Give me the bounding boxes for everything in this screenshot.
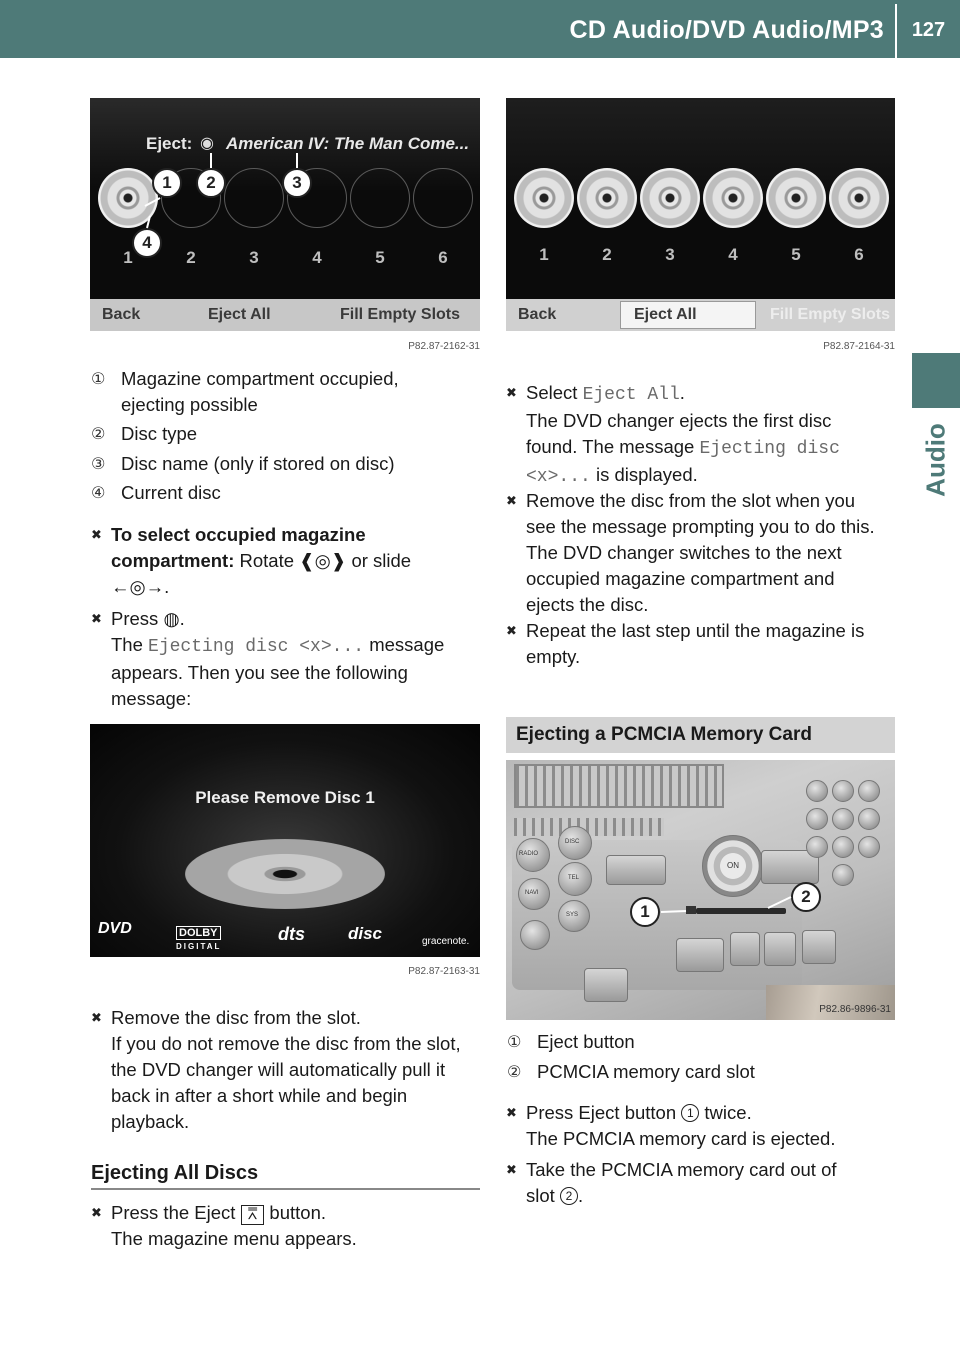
back-softkey[interactable]: Back xyxy=(518,306,557,323)
compact-disc-logo: disc xyxy=(348,924,383,943)
step-arrow-icon: ✖ xyxy=(506,1105,517,1120)
legend-text: Magazine compartment occupied, ejecting possible xyxy=(121,368,399,415)
step-text: The magazine menu appears. xyxy=(111,1228,357,1249)
step-arrow-icon: ✖ xyxy=(91,1205,102,1220)
callout-2: 2 xyxy=(196,168,226,198)
figure-3-caption: P82.87-2164-31 xyxy=(823,341,895,352)
step-arrow-icon: ✖ xyxy=(506,385,517,400)
figure-1-caption: P82.87-2162-31 xyxy=(408,341,480,352)
disc-type-icon: ◉ xyxy=(200,135,214,152)
step-text: message xyxy=(364,634,445,655)
section-rule xyxy=(91,1188,480,1190)
step-text: . xyxy=(179,608,185,629)
callout-3: 3 xyxy=(282,168,312,198)
step-text: Press Eject button xyxy=(526,1102,682,1123)
step-text: ejects the disc. xyxy=(526,594,649,615)
dts-logo: dts xyxy=(278,924,305,944)
slot-number: 2 xyxy=(602,245,612,264)
eject-all-softkey[interactable]: Eject All xyxy=(208,306,271,323)
step-text: The PCMCIA memory card is ejected. xyxy=(526,1128,836,1149)
remove-disc-screen-figure xyxy=(90,724,480,957)
step-remove-disc xyxy=(91,1005,486,1135)
slot-5-disc xyxy=(766,168,826,228)
step-text: empty. xyxy=(526,646,581,667)
figure-2-caption: P82.87-2163-31 xyxy=(408,966,480,977)
back-softkey[interactable]: Back xyxy=(102,306,141,323)
eject-icon: ⩞ xyxy=(241,1205,265,1225)
legend-num: ④ xyxy=(91,485,106,502)
legend-item: Eject button xyxy=(537,1031,635,1052)
press-controller-icon: ◍ xyxy=(163,608,180,629)
slot-number: 1 xyxy=(123,248,133,267)
step-take-card-out xyxy=(506,1157,896,1209)
step-text: If you do not remove the disc from the slot, xyxy=(111,1033,461,1054)
step-press-eject-twice xyxy=(506,1100,896,1152)
step-text: button. xyxy=(264,1202,327,1223)
callout-ref-2: 2 xyxy=(560,1187,578,1205)
step-text: twice. xyxy=(699,1102,752,1123)
dvd-logo: DVD xyxy=(98,920,132,937)
step-arrow-icon: ✖ xyxy=(91,611,102,626)
callout-leader-lines xyxy=(90,98,480,298)
legend-item xyxy=(121,366,461,418)
step-text: back in after a short while and begin xyxy=(111,1085,408,1106)
disc-graphic xyxy=(185,839,385,909)
page-title: CD Audio/DVD Audio/MP3 xyxy=(569,16,884,44)
step-text: Remove the disc from the slot. xyxy=(111,1007,361,1028)
step-arrow-icon: ✖ xyxy=(506,493,517,508)
callout-1: 1 xyxy=(630,897,660,927)
slide-controller-icon: ←◎→ xyxy=(111,576,165,597)
dashboard-photo-figure xyxy=(506,760,895,1020)
step-text: playback. xyxy=(111,1111,190,1132)
step-select-compartment xyxy=(91,522,471,600)
magazine-screen-figure xyxy=(506,98,895,331)
fill-empty-slots-softkey[interactable]: Fill Empty Slots xyxy=(340,306,461,323)
sys-button[interactable]: SYS xyxy=(558,900,590,932)
legend-item: Disc type xyxy=(121,423,198,444)
disc-button[interactable]: DISC xyxy=(558,826,592,860)
legend-num: ① xyxy=(507,1034,522,1051)
step-text: Select xyxy=(526,382,583,403)
step-arrow-icon: ✖ xyxy=(506,1162,517,1177)
step-text: is displayed. xyxy=(590,464,698,485)
legend-item: Current disc xyxy=(121,482,221,503)
eject-screen-figure xyxy=(90,98,480,331)
dolby-logo: DOLBY xyxy=(176,926,221,940)
tel-button[interactable]: TEL xyxy=(558,862,592,896)
step-text: . xyxy=(679,382,685,403)
eject-all-softkey[interactable]: Eject All xyxy=(634,306,697,323)
slot-number: 6 xyxy=(438,248,448,267)
slot-number: 2 xyxy=(186,248,196,267)
slot-4-disc xyxy=(703,168,763,228)
step-repeat xyxy=(506,618,901,670)
legend-num: ② xyxy=(507,1064,522,1081)
dolby-digital-logo: DIGITAL xyxy=(176,942,222,951)
section-heading-eject-all: Ejecting All Discs xyxy=(91,1162,259,1184)
step-bold-label: To select occupied magazine compartment: xyxy=(111,524,366,571)
slot-number: 3 xyxy=(665,245,675,264)
slot-number: 4 xyxy=(728,245,738,264)
rotate-controller-icon: ❰◎❱ xyxy=(299,550,347,571)
slot-number: 3 xyxy=(249,248,259,267)
step-text: Take the PCMCIA memory card out of xyxy=(526,1159,837,1180)
callout-2: 2 xyxy=(791,882,821,912)
disc-placeholder: <x>... xyxy=(526,467,591,487)
slot-number: 1 xyxy=(539,245,549,264)
section-heading-pcmcia: Ejecting a PCMCIA Memory Card xyxy=(506,717,895,753)
page-number: 127 xyxy=(911,19,946,41)
step-text: slot xyxy=(526,1185,560,1206)
step-text: The DVD changer switches to the next xyxy=(526,542,842,563)
softkey-bar xyxy=(90,299,480,331)
softkey-bar xyxy=(506,299,895,331)
step-text: Remove the disc from the slot when you xyxy=(526,490,856,511)
callout-1: 1 xyxy=(152,168,182,198)
step-text: the DVD changer will automatically pull it xyxy=(111,1059,446,1080)
slot-6-disc xyxy=(829,168,889,228)
callout-leader-lines xyxy=(506,760,895,1020)
step-text: occupied magazine compartment and xyxy=(526,568,835,589)
fill-empty-slots-softkey-disabled: Fill Empty Slots xyxy=(770,306,891,323)
step-arrow-icon: ✖ xyxy=(91,527,102,542)
slot-1-disc xyxy=(514,168,574,228)
step-text: The DVD changer ejects the first disc xyxy=(526,410,832,431)
step-text: The xyxy=(111,634,149,655)
disc-name: American IV: The Man Come... xyxy=(226,134,470,153)
ejecting-disc-message: Ejecting disc <x>... xyxy=(148,637,365,657)
eject-label: Eject: xyxy=(146,134,193,153)
legend-item: PCMCIA memory card slot xyxy=(537,1061,755,1082)
slot-number: 5 xyxy=(791,245,801,264)
step-text: Rotate xyxy=(234,550,300,571)
callout-ref-1: 1 xyxy=(681,1104,699,1122)
step-arrow-icon: ✖ xyxy=(506,623,517,638)
step-text: see the message prompting you to do this. xyxy=(526,516,875,537)
figure-4-caption: P82.86-9896-31 xyxy=(819,1004,891,1015)
step-press-controller xyxy=(91,606,471,712)
slot-3-disc xyxy=(640,168,700,228)
step-text: . xyxy=(577,1185,584,1206)
slot-number: 5 xyxy=(375,248,385,267)
gracenote-logo: gracenote. xyxy=(422,936,470,947)
navi-button[interactable]: NAVI xyxy=(518,878,550,910)
step-text: found. The message xyxy=(526,436,700,457)
step-text: Press xyxy=(111,608,164,629)
step-text: appears. Then you see the following xyxy=(111,662,408,683)
slot-number: 4 xyxy=(312,248,322,267)
legend-num: ② xyxy=(91,426,106,443)
side-label: Audio xyxy=(920,423,951,497)
ejecting-disc-message: Ejecting disc xyxy=(699,439,840,459)
legend-item: Disc name (only if stored on disc) xyxy=(121,453,395,474)
step-arrow-icon: ✖ xyxy=(91,1010,102,1025)
on-volume-knob[interactable]: ON xyxy=(702,835,764,897)
legend-num: ③ xyxy=(91,456,106,473)
step-text: Press the Eject xyxy=(111,1202,241,1223)
side-tab xyxy=(912,353,960,408)
step-text: . xyxy=(164,576,170,597)
callout-4: 4 xyxy=(132,228,162,258)
step-remove-when-prompted xyxy=(506,488,901,618)
step-select-eject-all xyxy=(506,380,896,490)
step-press-eject-button xyxy=(91,1200,471,1252)
slot-number: 6 xyxy=(854,245,864,264)
step-text: message: xyxy=(111,688,192,709)
step-text: Repeat the last step until the magazine is xyxy=(526,620,865,641)
slot-2-disc xyxy=(577,168,637,228)
remove-disc-message: Please Remove Disc 1 xyxy=(195,788,375,807)
step-text: or slide xyxy=(346,550,412,571)
radio-button[interactable]: RADIO xyxy=(516,838,550,872)
eject-all-label: Eject All xyxy=(582,385,680,405)
legend-num: ① xyxy=(91,371,106,388)
